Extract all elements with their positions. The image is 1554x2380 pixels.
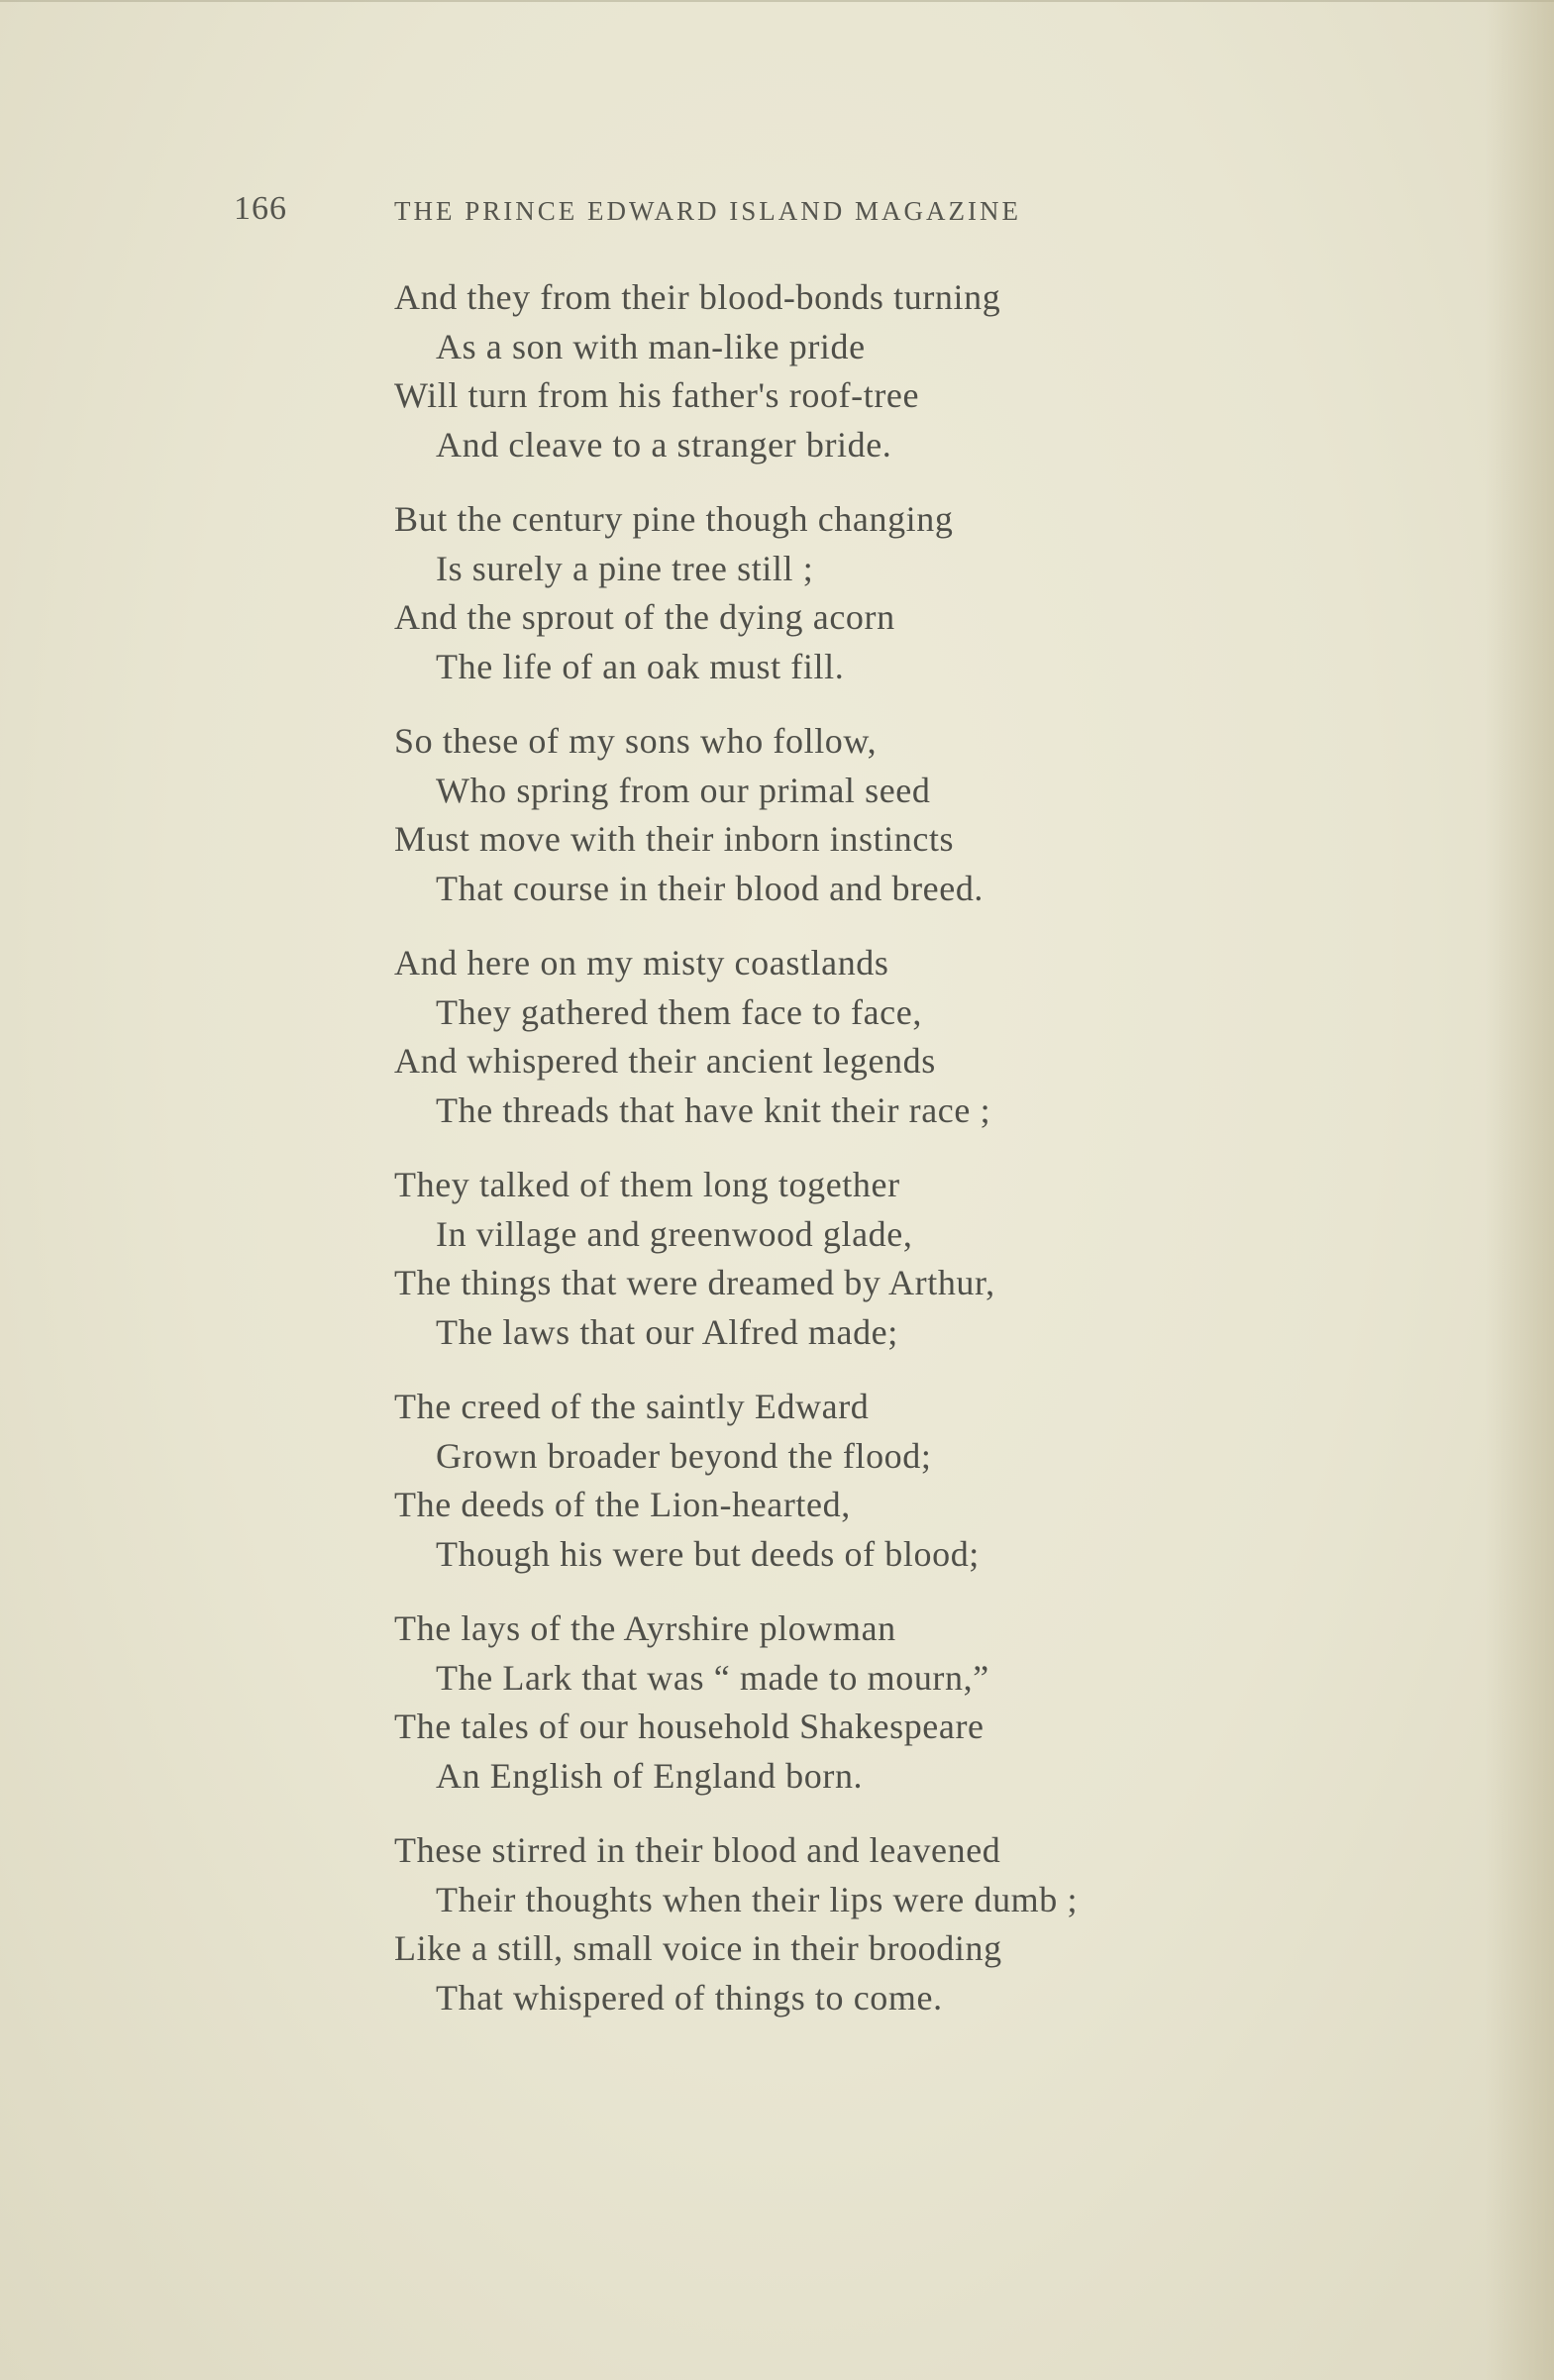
- poem-line: These stirred in their blood and leavened: [394, 1830, 1001, 1870]
- poem-line: The laws that our Alfred made;: [436, 1311, 898, 1352]
- stanza: [394, 1826, 1385, 2022]
- poem-line: But the century pine though changing: [394, 499, 954, 539]
- poem-line: As a son with man-like pride: [436, 326, 866, 366]
- poem-line: Their thoughts when their lips were dumb ;: [436, 1879, 1079, 1919]
- poem-line: They gathered them face to face,: [436, 991, 922, 1032]
- poem-line: And they from their blood-bonds turning: [394, 277, 1001, 317]
- stanza: [394, 273, 1385, 469]
- poem-line: Though his were but deeds of blood;: [436, 1533, 980, 1574]
- page-top-edge: [0, 0, 1554, 2]
- running-title: THE PRINCE EDWARD ISLAND MAGAZINE: [394, 196, 1021, 226]
- poem-line: Must move with their inborn instincts: [394, 819, 955, 859]
- poem-line: Grown broader beyond the flood;: [436, 1435, 932, 1476]
- poem-line: So these of my sons who follow,: [394, 721, 878, 761]
- stanza: [394, 1383, 1385, 1579]
- poem-line: The Lark that was “ made to mourn,”: [436, 1657, 989, 1698]
- poem-line: The tales of our household Shakespeare: [394, 1707, 984, 1746]
- poem-line: That course in their blood and breed.: [436, 868, 984, 908]
- poem-line: The life of an oak must fill.: [436, 646, 845, 686]
- poem-line: And the sprout of the dying acorn: [394, 597, 895, 637]
- poem-line: And here on my misty coastlands: [394, 943, 889, 983]
- poem-line: That whispered of things to come.: [436, 1977, 943, 2018]
- stanza: [394, 1161, 1385, 1357]
- stanza: [394, 717, 1385, 913]
- stanza: [394, 939, 1385, 1135]
- poem-line: And whispered their ancient legends: [394, 1041, 936, 1081]
- poem-line: The creed of the saintly Edward: [394, 1387, 870, 1426]
- poem-line: The deeds of the Lion-hearted,: [394, 1485, 851, 1524]
- poem-line: An English of England born.: [436, 1755, 864, 1796]
- page-number: 166: [234, 190, 287, 227]
- poem-line: Like a still, small voice in their brooding: [394, 1928, 1002, 1968]
- poem-line: The threads that have knit their race ;: [436, 1089, 991, 1130]
- page-edge-shadow: [1485, 0, 1554, 2380]
- poem-line: In village and greenwood glade,: [436, 1213, 913, 1254]
- poem-body: [394, 273, 1385, 2048]
- poem-line: They talked of them long together: [394, 1165, 900, 1204]
- poem-line: The things that were dreamed by Arthur,: [394, 1263, 995, 1302]
- poem-line: Is surely a pine tree still ;: [436, 548, 814, 588]
- stanza: [394, 1604, 1385, 1801]
- poem-line: Who spring from our primal seed: [436, 770, 931, 810]
- poem-line: The lays of the Ayrshire plowman: [394, 1608, 896, 1648]
- poem-line: And cleave to a stranger bride.: [436, 424, 892, 465]
- poem-line: Will turn from his father's roof-tree: [394, 375, 920, 415]
- stanza: [394, 495, 1385, 691]
